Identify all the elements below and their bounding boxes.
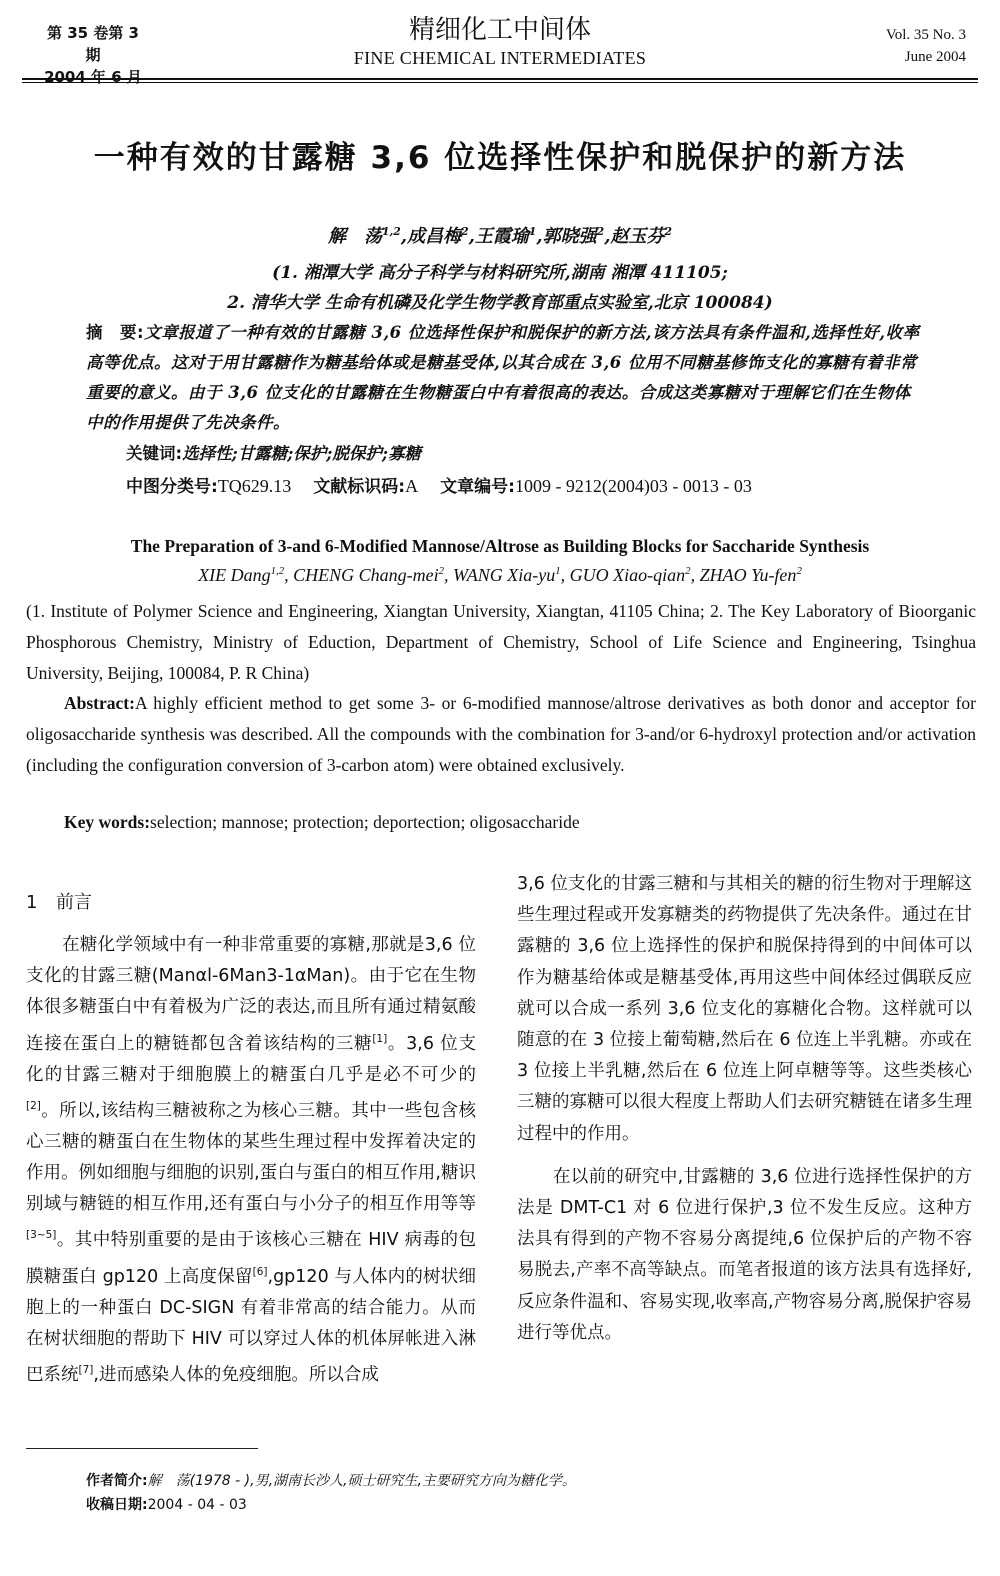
body-column-left bbox=[26, 930, 476, 1391]
keywords-cn bbox=[126, 440, 421, 464]
footnote-author-text: 解 荡(1978 - ),男,湖南长沙人,硕士研究生,主要研究方向为糖化学。 bbox=[147, 1473, 576, 1489]
article-number-label: 文章编号: bbox=[440, 477, 515, 497]
issue-info-en bbox=[846, 24, 966, 68]
footnote-author-bio bbox=[86, 1470, 576, 1490]
keywords-cn-text: 选择性;甘露糖;保护;脱保护;寡糖 bbox=[182, 444, 421, 463]
doc-code-value: A bbox=[405, 476, 419, 496]
body-paragraph: 3,6 位支化的甘露三糖和与其相关的糖的衍生物对于理解这些生理过程或开发寡糖类的药物提供了先决条件。通过在甘露糖的 3,6 位上选择性的保护和脱保持得到的中间体可以作为糖基给体或是糖基受体,再用这些中间体经过偶联反应就可以合成一系列 3,6 位支化的寡糖化合物。这样就可以随意的在 3 位接上葡萄糖,然后在 6 位连上半乳糖。亦或在 3 位接上半乳糖,然后在 6 位连上阿卓糖等等。这些类核心三糖的寡糖可以很大程度上帮助人们去研究糖链在诸多生理过程中的作用。 bbox=[517, 874, 972, 1144]
classification-line bbox=[126, 472, 752, 497]
keywords-cn-label: 关键词: bbox=[126, 444, 183, 463]
clc-label: 中图分类号: bbox=[126, 477, 218, 497]
section-heading bbox=[26, 888, 92, 914]
authors-en: XIE Dang$^{1,2}$, CHENG Chang-mei$^2$, WANG Xia-$yu^1$, GUO Xiao-qian$^2$, ZHAO Yu-fen$^2$ bbox=[198, 565, 802, 585]
affiliation-en: (1. Institute of Polymer Science and Engineering, Xiangtan University, Xiangtan, 41105 China; 2. The Key Laboratory of Bioorganic Phosphorous Chemistry, Ministry of Eduction, Department of Chemistry, School of Life Science and Engineering, Tsinghua University, Beijing, 100084, P. R China) bbox=[26, 601, 976, 683]
doc-code-label: 文献标识码: bbox=[313, 477, 406, 497]
body-paragraph: 在糖化学领域中有一种非常重要的寡糖,那就是3,6 位支化的甘露三糖(Manαl-6Man3-1αMan)。由于它在生物体很多糖蛋白中有着极为广泛的表达,而且所有通过精氨酸连接在蛋白上的糖链都包含着该结构的三糖[1]。3,6 位支化的甘露三糖对于细胞膜上的糖蛋白几乎是必不可少的[2]。所以,该结构三糖被称之为核心三糖。其中一些包含核心三糖的糖蛋白在生物体的某些生理过程中发挥着决定的作用。例如细胞与细胞的识别,蛋白与蛋白的相互作用,糖识别域与糖链的相互作用,还有蛋白与小分子的相互作用等等[3~5]。其中特别重要的是由于该核心三糖在 HIV 病毒的包膜糖蛋白 gp120 上高度保留[6],gp120 与人体内的树状细胞上的一种蛋白 DC-SIGN 有着非常高的结合能力。从而在树状细胞的帮助下 HIV 可以穿过人体的机体屏帐进入淋巴系统[7],进而感染人体的免疫细胞。所以合成 bbox=[26, 935, 476, 1385]
keywords-en bbox=[64, 812, 580, 833]
abstract-en-label: Abstract: bbox=[64, 693, 135, 713]
keywords-en-text: selection; mannose; protection; deportection; oligosaccharide bbox=[150, 812, 580, 832]
body-column-right bbox=[517, 869, 972, 1349]
abstract-cn-label: 摘 要: bbox=[86, 323, 145, 342]
header-rule bbox=[22, 78, 978, 80]
authors-cn: 解 荡$^{1,2}$,成昌梅$^2$,王霞瑜$^1$,郭晓强$^2$,赵玉芬$^2$ bbox=[328, 225, 672, 247]
section-number: 1 bbox=[26, 892, 38, 913]
article-title-en: The Preparation of 3-and 6-Modified Mannose/Altrose as Building Blocks for Saccharide Synthesis bbox=[130, 536, 870, 556]
article-title-cn: 一种有效的甘露糖 3,6 位选择性保护和脱保护的新方法 bbox=[93, 140, 907, 176]
body-paragraph: 在以前的研究中,甘露糖的 3,6 位进行选择性保护的方法是 DMT-C1 对 6 位进行保护,3 位不发生反应。这种方法具有得到的产物不容易分离提纯,6 位保护后的产物不容易脱去,产率不高等缺点。而笔者报道的该方法具有选择好,反应条件温和、容易实现,收率高,产物容易分离,脱保护容易进行等优点。 bbox=[517, 1166, 972, 1343]
footnote-rule bbox=[26, 1448, 258, 1449]
footnote-received bbox=[86, 1494, 247, 1514]
keywords-en-label: Key words: bbox=[64, 812, 151, 832]
abstract-en bbox=[26, 688, 976, 781]
affiliation-cn-1: (1. 湘潭大学 高分子科学与材料研究所,湖南 湘潭 411105; bbox=[272, 263, 728, 283]
journal-name bbox=[300, 14, 700, 70]
header-rule-thin bbox=[22, 82, 978, 83]
clc-value: TQ629.13 bbox=[217, 476, 292, 496]
journal-name-en: FINE CHEMICAL INTERMEDIATES bbox=[353, 48, 647, 68]
abstract-cn bbox=[86, 318, 926, 438]
footnote-author-label: 作者简介: bbox=[86, 1473, 148, 1489]
section-title: 前言 bbox=[56, 892, 92, 913]
volume-en: Vol. 35 No. 3 bbox=[885, 27, 966, 43]
volume-cn: 第 35 卷第 3 期 bbox=[47, 24, 139, 64]
footnote-received-label: 收稿日期: bbox=[86, 1497, 148, 1513]
journal-name-cn: 精细化工中间体 bbox=[408, 15, 591, 45]
date-cn: 2004 年 6 月 bbox=[44, 68, 142, 86]
abstract-cn-text: 文章报道了一种有效的甘露糖 3,6 位选择性保护和脱保护的新方法,该方法具有条件温和,选择性好,收率高等优点。这对于用甘露糖作为糖基给体或是糖基受体,以其合成在 3,6 位用不同糖基修饰支化的寡糖有着非常重要的意义。由于 3,6 位支化的甘露糖在生物糖蛋白中有着很高的表达。合成这类寡糖对于理解它们在生物体中的作用提供了先决条件。 bbox=[86, 323, 920, 432]
article-number-value: 1009 - 9212(2004)03 - 0013 - 03 bbox=[514, 476, 752, 496]
abstract-en-text: A highly efficient method to get some 3- or 6-modified mannose/altrose derivatives as both donor and acceptor for oligosaccharide synthesis was described. All the compounds with the combination for 3-and/or 6-hydroxyl protection and/or activation (including the configuration conversion of 3-carbon atom) were obtained exclusively. bbox=[26, 693, 976, 775]
date-en: June 2004 bbox=[904, 49, 966, 65]
footnote-received-text: 2004 - 04 - 03 bbox=[147, 1497, 247, 1513]
affiliation-cn-2: 2. 清华大学 生命有机磷及化学生物学教育部重点实验室,北京 100084) bbox=[227, 293, 773, 313]
